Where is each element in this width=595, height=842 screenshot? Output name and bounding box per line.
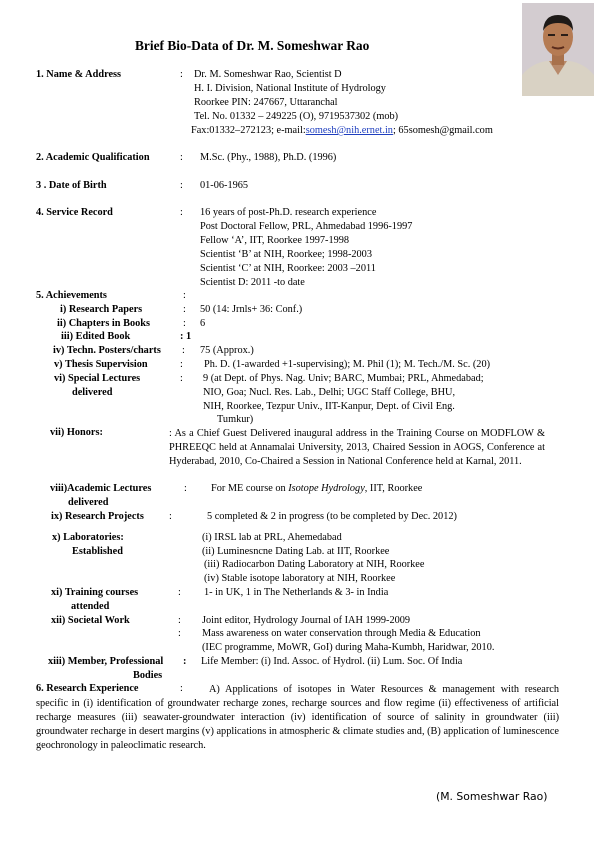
section-achievements-heading: 5. Achievements [36, 290, 107, 301]
colon: : [178, 587, 181, 598]
colon: : [180, 359, 183, 370]
societal-work-value: Joint editor, Hydrology Journal of IAH 1999-2009 [202, 615, 411, 626]
academic-lectures-label: viii)Academic Lectures [50, 483, 152, 494]
thesis-supervision-label: v) Thesis Supervision [54, 359, 148, 370]
colon: : [180, 152, 183, 163]
section-service-heading: 4. Service Record [36, 207, 113, 218]
laboratory-line: (i) IRSL lab at PRL, Ahemedabad [202, 532, 342, 543]
research-papers-value: 50 (14: Jrnls+ 36: Conf.) [200, 304, 303, 315]
posters-label: iv) Techn. Posters/charts [53, 345, 161, 356]
fax-email-line [191, 125, 493, 136]
section-qualification-heading: 2. Academic Qualification [36, 152, 150, 163]
membership-value: Life Member: (i) Ind. Assoc. of Hydrol. (ii) Lum. Soc. Of India [201, 656, 463, 667]
section-name-address-heading: 1. Name & Address [36, 69, 122, 80]
laboratory-line: (ii) Luminesncne Dating Lab. at IIT, Roorkee [202, 546, 390, 557]
address-line: Tel. No. 01332 – 249225 (O), 9719537302 (mob) [194, 111, 399, 122]
colon: : [180, 69, 183, 80]
special-lectures-label-cont: delivered [72, 387, 113, 398]
service-line: Fellow ‘A’, IIT, Roorkee 1997-1998 [200, 235, 350, 246]
laboratory-line: (iv) Stable isotope laboratory at NIH, Roorkee [204, 573, 396, 584]
section-dob-heading: 3 . Date of Birth [36, 180, 107, 191]
research-experience-text: A) Applications of isotopes in Water Resources & management with research specific in (i) identification of groundwater recharge zones, recharge sources and flow regime (ii) effectiveness of artificial recharge measures (iii) seawater-groundwater interaction (iv) identification of source of salinity in groundwater (iii) groundwater recharge in desert margins (v) applications in atmospheric & climate studies and, (B) application of luminescence geochronology in paleoclimatic research. [36, 684, 559, 751]
colon: : [183, 304, 186, 315]
address-line: Dr. M. Someshwar Rao, Scientist D [194, 69, 342, 80]
laboratory-line: (iii) Radiocarbon Dating Laboratory at NIH, Roorkee [204, 559, 425, 570]
email-link[interactable]: somesh@nih.ernet.in [305, 125, 393, 136]
colon: : [180, 180, 183, 191]
portrait-photo [522, 3, 594, 96]
honors-label: vii) Honors: [50, 427, 103, 438]
societal-work-value: Mass awareness on water conservation through Media & Education [202, 628, 481, 639]
membership-label-cont: Bodies [133, 670, 163, 681]
research-projects-value: 5 completed & 2 in progress (to be completed by Dec. 2012) [207, 511, 457, 522]
edited-book-label: iii) Edited Book [61, 331, 131, 342]
colon: : [180, 683, 183, 694]
laboratories-label-cont: Established [72, 546, 123, 557]
academic-lectures-course: Isotope Hydrology [288, 483, 365, 494]
laboratories-label: x) Laboratories: [52, 532, 124, 543]
membership-label: xiii) Member, Professional [48, 656, 164, 667]
colon: : [183, 656, 187, 667]
colon: : [180, 373, 183, 384]
colon: : [178, 615, 181, 626]
special-lectures-label: vi) Special Lectures [54, 373, 141, 384]
colon: : [180, 207, 183, 218]
page-title: Brief Bio-Data of Dr. M. Someshwar Rao [135, 38, 370, 53]
colon: : [169, 511, 172, 522]
fax-text: Fax:01332–272123; e-mail: [191, 125, 306, 136]
special-lectures-line: 9 (at Dept. of Phys. Nag. Univ; BARC, Mumbai; PRL, Ahmedabad; [203, 373, 484, 384]
signature-name: (M. Someshwar Rao) [436, 790, 548, 803]
societal-work-value: (IEC programme, MoWR, GoI) during Maha-Kumbh, Haridwar, 2010. [202, 642, 495, 653]
academic-lectures-suffix: , IIT, Roorkee [364, 483, 423, 494]
thesis-supervision-value: Ph. D. (1-awarded +1-supervising); M. Phil (1); M. Tech./M. Sc. (20) [204, 359, 491, 370]
training-courses-label: xi) Training courses [51, 587, 139, 598]
training-courses-label-cont: attended [71, 601, 110, 612]
academic-lectures-label-cont: delivered [68, 497, 109, 508]
address-line: H. I. Division, National Institute of Hydrology [194, 83, 386, 94]
academic-lectures-value [211, 483, 422, 494]
special-lectures-line: Tumkur) [217, 414, 254, 425]
email-secondary: ; 65somesh@gmail.com [392, 125, 493, 136]
edited-book-value: : 1 [180, 331, 192, 342]
posters-value: 75 (Approx.) [200, 345, 254, 356]
chapters-value: 6 [200, 318, 206, 329]
colon: : [183, 290, 186, 301]
section-research-experience-heading: 6. Research Experience [36, 683, 139, 694]
service-line: Scientist ‘B’ at NIH, Roorkee; 1998-2003 [200, 249, 372, 260]
chapters-label: ii) Chapters in Books [57, 318, 150, 329]
colon: : [178, 628, 181, 639]
colon: : [182, 345, 185, 356]
research-papers-label: i) Research Papers [60, 304, 143, 315]
special-lectures-line: NIO, Goa; Nucl. Res. Lab., Delhi; UGC Staff College, BHU, [203, 387, 456, 398]
honors-text: : As a Chief Guest Delivered inaugural address in the Training Course on MODFLOW & PHREEQC held at Annamalai University, 2013, Chaired Session in AOGS, Conference at Hyderabad, 2010, Co-Chaired a Session in National Conference held at Karnal, 2011. [169, 428, 545, 467]
societal-work-label: xii) Societal Work [51, 615, 130, 626]
research-projects-label: ix) Research Projects [51, 511, 144, 522]
dob-value: 01-06-1965 [200, 180, 249, 191]
colon: : [184, 483, 187, 494]
service-line: 16 years of post-Ph.D. research experience [200, 207, 377, 218]
service-line: Post Doctoral Fellow, PRL, Ahmedabad 1996-1997 [200, 221, 413, 232]
address-line: Roorkee PIN: 247667, Uttaranchal [194, 97, 338, 108]
service-line: Scientist D: 2011 -to date [200, 277, 305, 288]
service-line: Scientist ‘C’ at NIH, Roorkee: 2003 –2011 [200, 263, 376, 274]
training-courses-value: 1- in UK, 1 in The Netherlands & 3- in India [204, 587, 389, 598]
colon: : [183, 318, 186, 329]
qualification-value: M.Sc. (Phy., 1988), Ph.D. (1996) [200, 152, 337, 163]
academic-lectures-prefix: For ME course on [211, 483, 289, 494]
special-lectures-line: NIH, Roorkee, Tezpur Univ., IIT-Kanpur, Dept. of Civil Eng. [203, 401, 455, 412]
